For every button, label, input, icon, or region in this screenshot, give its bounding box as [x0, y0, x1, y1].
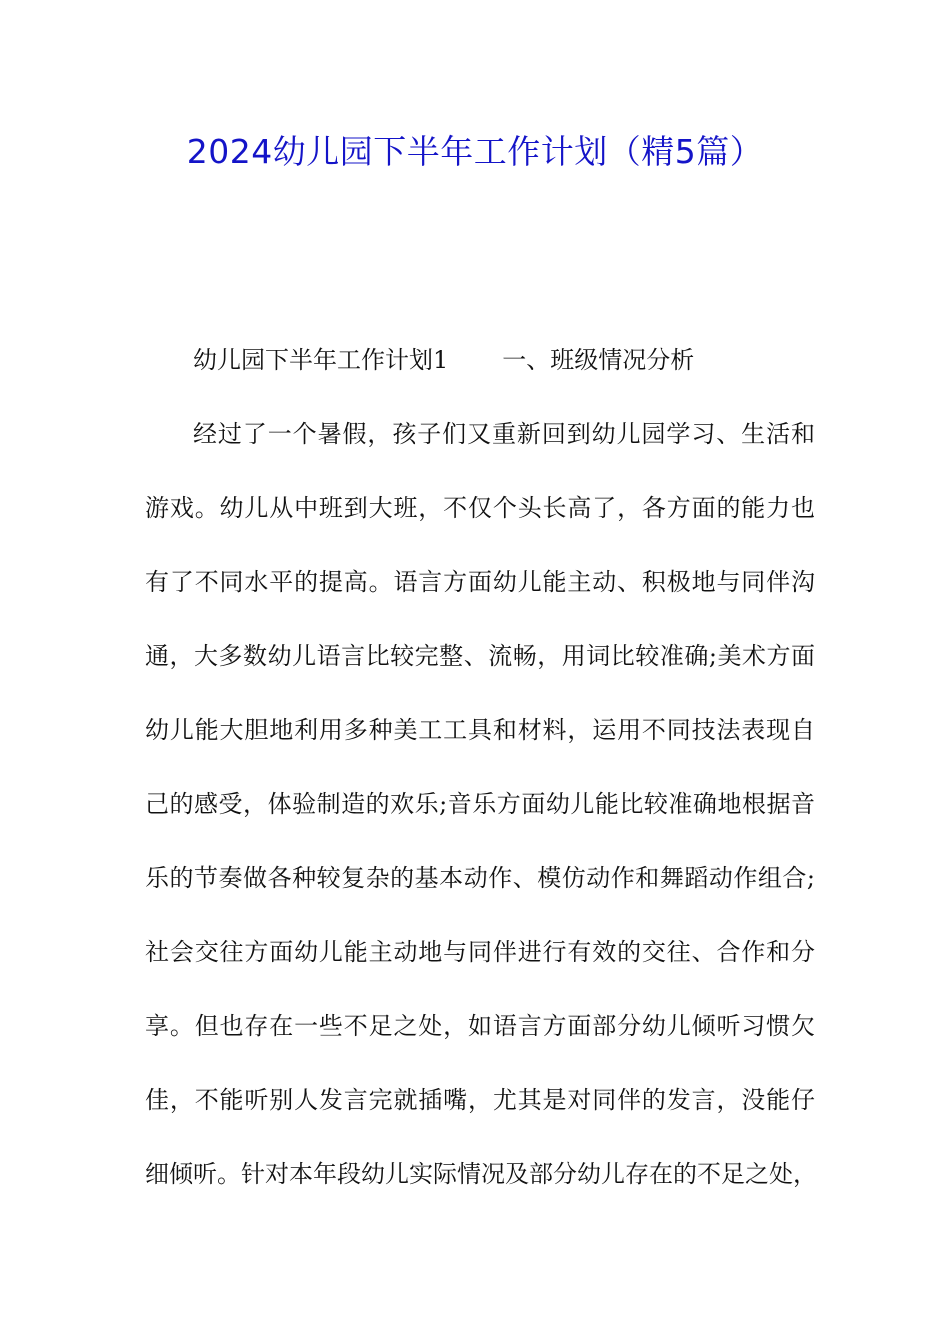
paragraph-line: 游戏。幼儿从中班到大班，不仅个头长高了，各方面的能力也: [145, 494, 815, 522]
paragraph-line: 己的感受，体验制造的欢乐;音乐方面幼儿能比较准确地根据音: [145, 790, 815, 818]
document-title: 2024幼儿园下半年工作计划（精5篇）: [186, 132, 764, 171]
paragraph-line: 乐的节奏做各种较复杂的基本动作、模仿动作和舞蹈动作组合;: [145, 864, 815, 892]
paragraph-line: 有了不同水平的提高。语言方面幼儿能主动、积极地与同伴沟: [145, 568, 815, 596]
section-heading-line: [145, 338, 815, 412]
plan-name: 幼儿园下半年工作计划1: [193, 346, 449, 374]
paragraph-line: 幼儿能大胆地利用多种美工工具和材料，运用不同技法表现自: [145, 716, 815, 744]
paragraph-line: 享。但也存在一些不足之处，如语言方面部分幼儿倾听习惯欠: [145, 1012, 815, 1040]
section-title: 一、班级情况分析: [502, 346, 695, 374]
paragraph-line: 社会交往方面幼儿能主动地与同伴进行有效的交往、合作和分: [145, 938, 815, 966]
paragraph-line: 佳，不能听别人发言完就插嘴，尤其是对同伴的发言，没能仔: [145, 1086, 815, 1114]
paragraph-line: 细倾听。针对本年段幼儿实际情况及部分幼儿存在的不足之处，: [145, 1160, 817, 1188]
paragraph-line: 经过了一个暑假，孩子们又重新回到幼儿园学习、生活和: [193, 420, 815, 448]
paragraph-line: 通，大多数幼儿语言比较完整、流畅，用词比较准确;美术方面: [145, 642, 815, 670]
document-body: [145, 338, 815, 1226]
